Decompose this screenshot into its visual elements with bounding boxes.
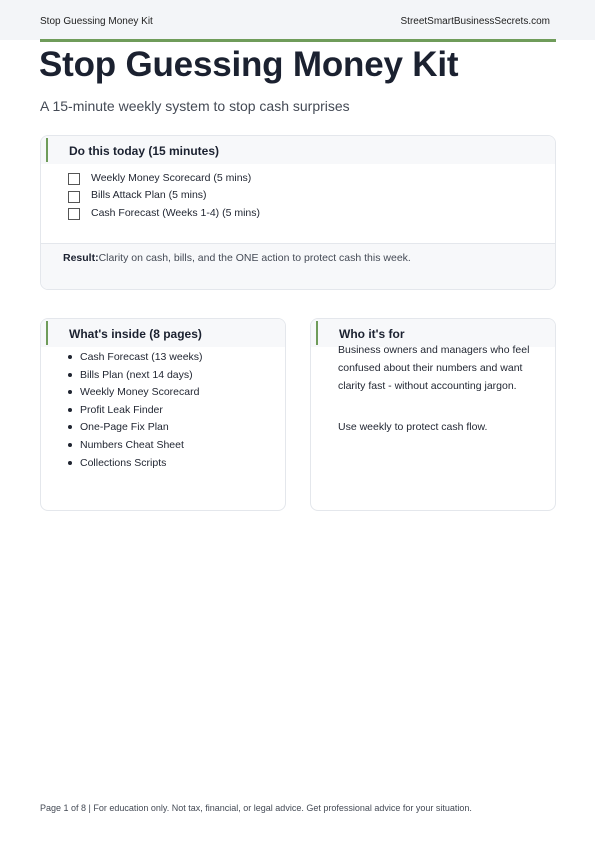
checklist-item — [68, 187, 260, 205]
whats-inside-card — [40, 318, 286, 511]
do-this-today-card — [40, 135, 556, 290]
usage-note: Use weekly to protect cash flow. — [338, 421, 488, 433]
accent-bar — [46, 138, 48, 162]
page-header — [0, 0, 595, 40]
list-item: Numbers Cheat Sheet — [68, 439, 203, 457]
header-doc-title: Stop Guessing Money Kit — [40, 16, 153, 27]
list-item: Weekly Money Scorecard — [68, 386, 203, 404]
checklist-item — [68, 204, 260, 222]
audience-description: Business owners and managers who feel confused about their numbers and want clarity fast - without accounting jargon. — [338, 344, 530, 392]
contents-list — [68, 351, 203, 474]
list-item: Cash Forecast (13 weeks) — [68, 351, 203, 369]
checklist-item-label: Bills Attack Plan (5 mins) — [91, 189, 207, 202]
checkbox[interactable] — [68, 208, 80, 220]
header-divider — [40, 39, 556, 42]
checklist-item-label: Weekly Money Scorecard (5 mins) — [91, 171, 252, 184]
card-heading: Do this today (15 minutes) — [69, 144, 220, 158]
list-item: One-Page Fix Plan — [68, 421, 203, 439]
page-subtitle: A 15-minute weekly system to stop cash surprises — [40, 98, 350, 114]
card-heading: What's inside (8 pages) — [69, 327, 202, 341]
task-checklist — [68, 169, 260, 222]
accent-bar — [46, 321, 48, 345]
card-heading: Who it's for — [339, 327, 405, 341]
who-its-for-card — [310, 318, 556, 511]
page-footer: Page 1 of 8 | For education only. Not tax, financial, or legal advice. Get professional advice for your situation. — [40, 803, 472, 813]
result-text: Clarity on cash, bills, and the ONE action to protect cash this week. — [98, 252, 411, 264]
header-website: StreetSmartBusinessSecrets.com — [400, 16, 550, 27]
list-item: Collections Scripts — [68, 457, 203, 475]
list-item: Bills Plan (next 14 days) — [68, 369, 203, 387]
result-box — [41, 243, 555, 290]
checklist-item — [68, 169, 260, 187]
checkbox[interactable] — [68, 173, 80, 185]
checkbox[interactable] — [68, 191, 80, 203]
result-label: Result: — [63, 252, 99, 264]
card-header — [41, 136, 555, 164]
card-header — [41, 319, 285, 347]
result-statement — [63, 252, 411, 264]
accent-bar — [316, 321, 318, 345]
page-title: Stop Guessing Money Kit — [39, 45, 459, 84]
list-item: Profit Leak Finder — [68, 404, 203, 422]
checklist-item-label: Cash Forecast (Weeks 1-4) (5 mins) — [91, 206, 261, 219]
